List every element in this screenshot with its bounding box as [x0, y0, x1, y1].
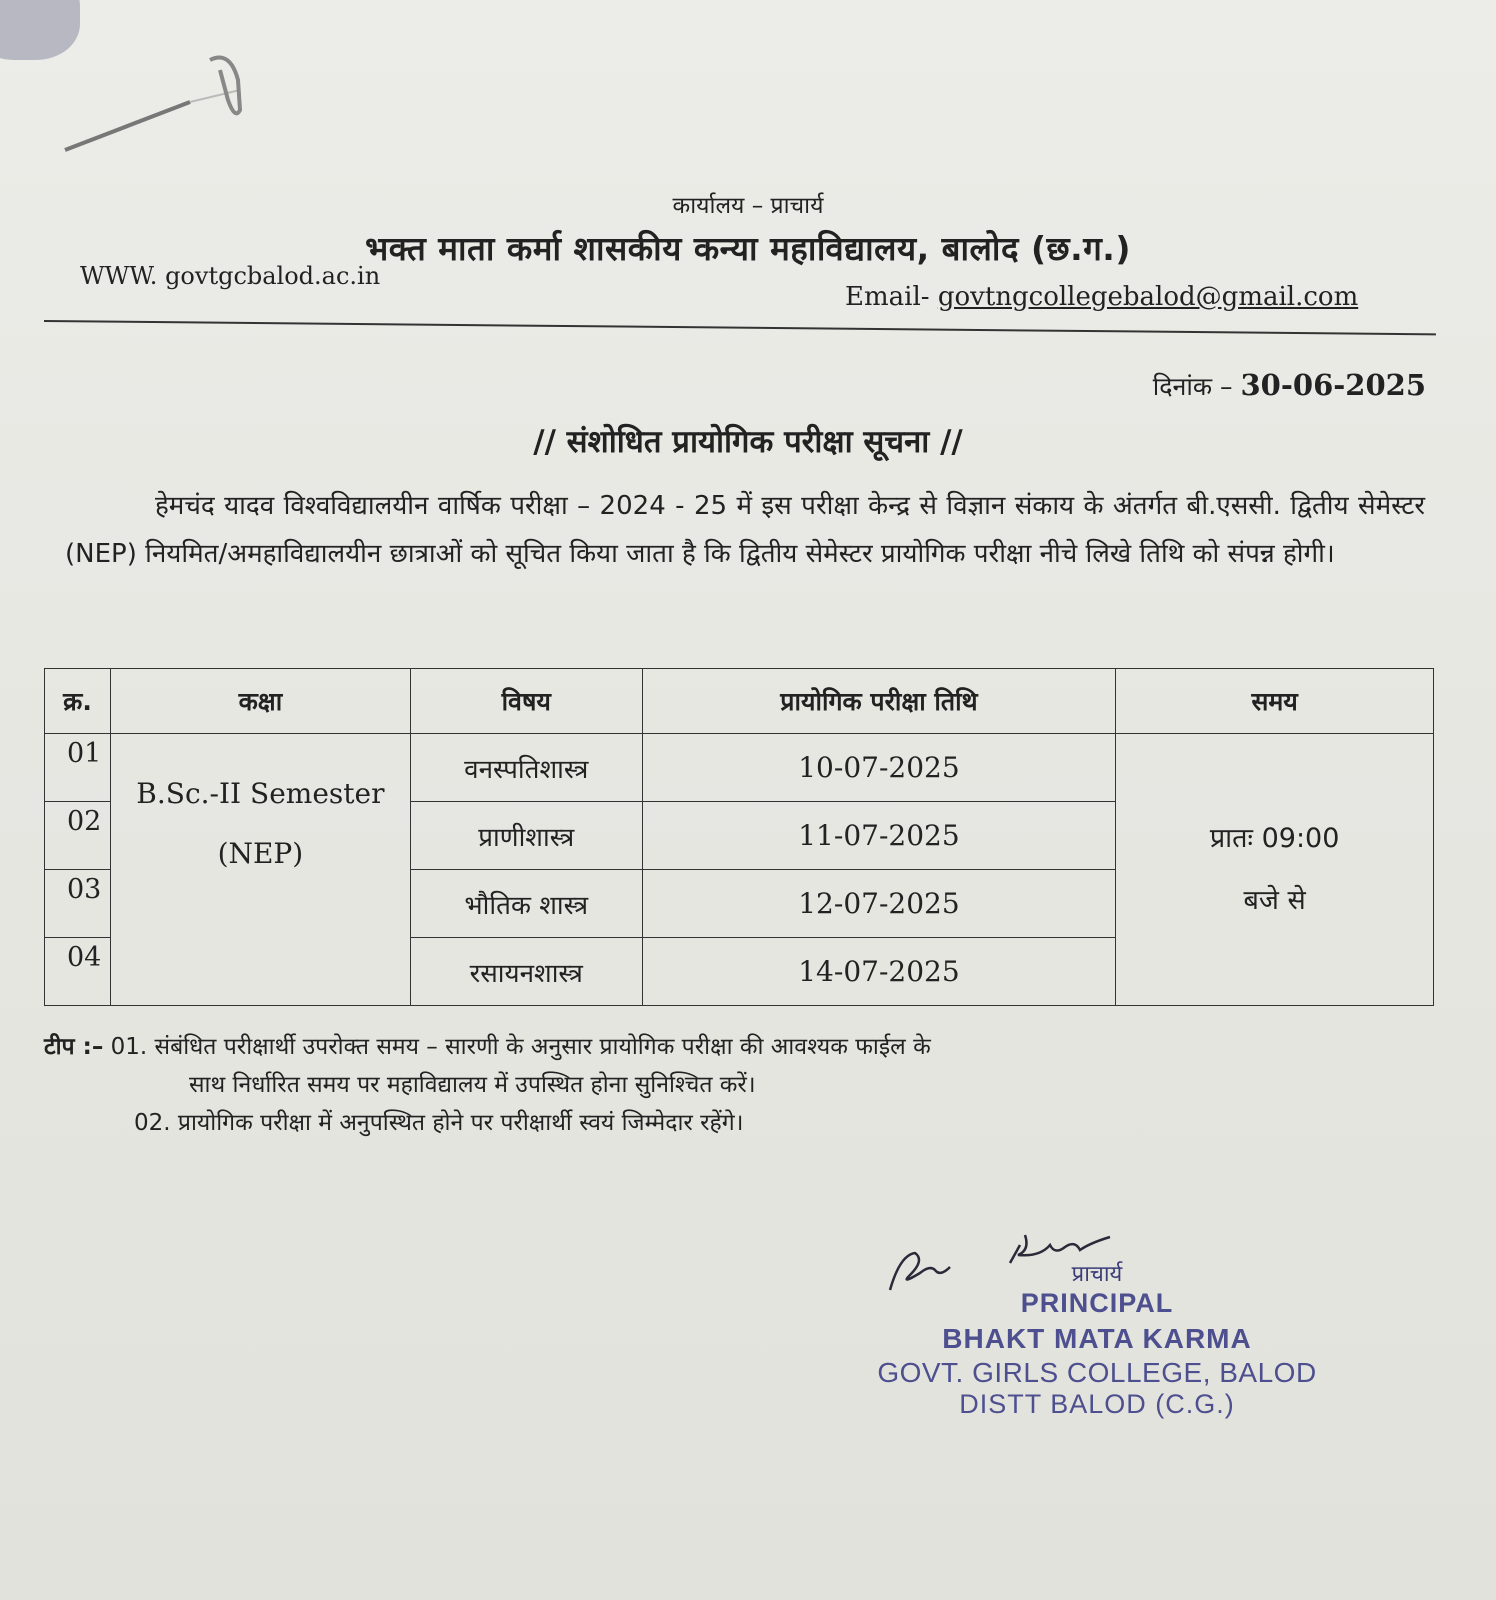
header-date: प्रायोगिक परीक्षा तिथि [642, 669, 1116, 734]
row-sn: 01 [45, 734, 111, 802]
row-date: 12-07-2025 [642, 870, 1116, 938]
row-subject: रसायनशास्त्र [410, 938, 642, 1006]
header-divider [44, 320, 1436, 335]
notice-paragraph [65, 482, 1425, 578]
email-label: Email- [845, 282, 930, 312]
date-label: दिनांक – [1152, 372, 1233, 401]
time-cell [1116, 734, 1434, 1006]
time-line2: बजे से [1243, 884, 1306, 916]
table-row [45, 734, 1434, 802]
tip-1-line-1 [44, 1028, 931, 1066]
email-address: govtngcollegebalod@gmail.com [937, 282, 1359, 312]
row-date: 10-07-2025 [642, 734, 1116, 802]
tip-1-line-2: साथ निर्धारित समय पर महाविद्यालय में उपस्थित होना सुनिश्चित करें। [189, 1072, 756, 1098]
tips-label: टीप :– [44, 1034, 104, 1060]
paragraph-text: हेमचंद यादव विश्वविद्यालयीन वार्षिक परीक्षा – 2024 - 25 में इस परीक्षा केन्द्र से विज्ञान संकाय के अंतर्गत बी.एससी. द्वितीय सेमेस्टर (NEP) नियमित/अमहाविद्यालयीन छात्राओं को सूचित किया जाता है कि द्वितीय सेमेस्टर प्रायोगिक परीक्षा नीचे लिखे तिथि को संपन्न होगी। [65, 491, 1425, 569]
row-sn: 02 [45, 802, 111, 870]
row-sn: 03 [45, 870, 111, 938]
exam-schedule-table [44, 668, 1434, 1006]
tips-section [44, 1028, 931, 1142]
row-sn: 04 [45, 938, 111, 1006]
header-subject: विषय [410, 669, 642, 734]
class-line1: B.Sc.-II Semester [136, 777, 385, 810]
stamp-line-1: BHAKT MATA KARMA [942, 1323, 1252, 1354]
stamp-line-2: GOVT. GIRLS COLLEGE, BALOD [877, 1357, 1317, 1388]
date-line [1153, 368, 1426, 403]
header-time: समय [1116, 669, 1434, 734]
principal-stamp [862, 1258, 1332, 1420]
stamp-title: PRINCIPAL [1020, 1288, 1174, 1318]
website-text: WWW. govtgcbalod.ac.in [80, 262, 381, 290]
stamp-line-3: DISTT BALOD (C.G.) [959, 1389, 1235, 1419]
class-cell [110, 734, 410, 1006]
row-date: 11-07-2025 [642, 802, 1116, 870]
stamp-hindi: प्राचार्य [1071, 1261, 1123, 1286]
staple-pin-icon [60, 50, 260, 160]
time-line1: प्रातः 09:00 [1209, 822, 1340, 854]
class-line2: (NEP) [217, 837, 304, 870]
date-value: 30-06-2025 [1240, 368, 1426, 402]
row-subject: भौतिक शास्त्र [410, 870, 642, 938]
tip-2: 02. प्रायोगिक परीक्षा में अनुपस्थित होने पर परीक्षार्थी स्वयं जिम्मेदार रहेंगे। [134, 1110, 744, 1136]
row-subject: प्राणीशास्त्र [410, 802, 642, 870]
college-name: भक्त माता कर्मा शासकीय कन्या महाविद्यालय, बालोद (छ.ग.) [365, 229, 1131, 268]
table-header-row [45, 669, 1434, 734]
row-subject: वनस्पतिशास्त्र [410, 734, 642, 802]
header-class: कक्षा [110, 669, 410, 734]
row-date: 14-07-2025 [642, 938, 1116, 1006]
notice-title: // संशोधित प्रायोगिक परीक्षा सूचना // [533, 424, 963, 460]
email-line [845, 282, 1358, 312]
office-heading: कार्यालय – प्राचार्य [672, 193, 824, 219]
tip-1-text: 01. संबंधित परीक्षार्थी उपरोक्त समय – सारणी के अनुसार प्रायोगिक परीक्षा की आवश्यक फाईल के [110, 1034, 931, 1060]
header-sn: क्र. [45, 669, 111, 734]
